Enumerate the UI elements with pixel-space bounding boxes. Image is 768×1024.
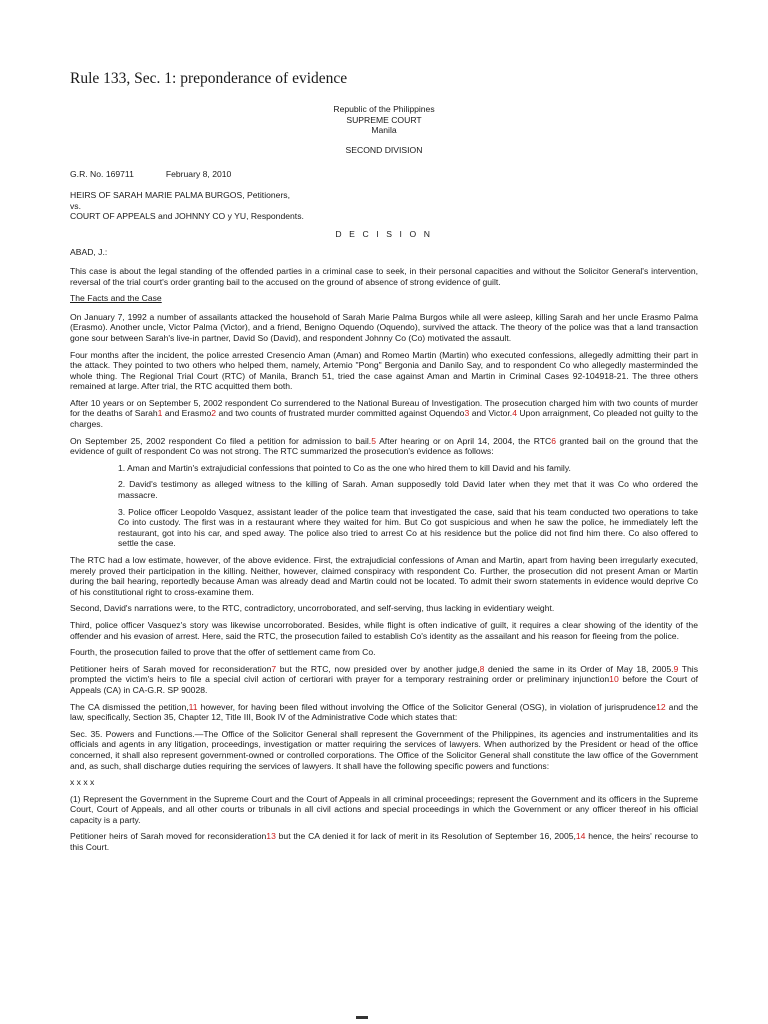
footnote-link[interactable]: 14	[575, 831, 586, 842]
facts-heading: The Facts and the Case	[70, 293, 162, 304]
petitioners: HEIRS OF SARAH MARIE PALMA BURGOS, Petitioners,	[70, 189, 290, 200]
paragraph-4-text: On September 25, 2002 respondent Co filed a petition for admission to bail.	[70, 435, 372, 446]
paragraph-4-text: granted bail on the ground that the evidence of guilt of respondent Co was not strong. The RTC summarized the prosecution's evidence as follows:	[70, 435, 698, 457]
paragraph-9-text: but the RTC, now presided over by another judge,	[276, 663, 480, 674]
case-number-row	[70, 169, 698, 180]
evidence-item-3: 3. Police officer Leopoldo Vasquez, assistant leader of the police team that investigated the case, said that his team conducted two operations to take Co into custody. The first was in a restaurant where they waited for him. But Co got suspicious and when he saw the police, he immediately left the restaurant, got into his car, and sped away. The police also tried to arrest Co at his residence but the police did not find him there. Co also offered to settle the case.	[118, 506, 698, 549]
paragraph-4	[70, 436, 698, 457]
paragraph-9-text: Petitioner heirs of Sarah moved for reconsideration	[70, 663, 272, 674]
footnote-link[interactable]: 11	[188, 701, 198, 712]
decision-heading: D E C I S I O N	[335, 228, 433, 239]
footnote-link[interactable]: 13	[266, 831, 276, 842]
paragraph-2: Four months after the incident, the police arrested Cresencio Aman (Aman) and Romeo Martin (Martin) who executed confessions, allegedly admitting their part in the attack. They pointed to two others who helped them, namely, Artemio "Pong" Bergonia and Danilo Say, and to respondent Co who allegedly masterminded the whole thing. The Regional Trial Court (RTC) of Manila, Branch 51, tried the case against Aman and Martin in Criminal Cases 92-104918-21. The three others remained at large. After trial, the RTC acquitted them both.	[70, 349, 698, 392]
division-line: SECOND DIVISION	[345, 144, 423, 155]
quoted-power-1: (1) Represent the Government in the Supreme Court and the Court of Appeals in all criminal proceedings; represent the Government and its officers in the Supreme Court, Court of Appeals, and all other courts or tribunals in all civil actions and special proceedings in which the Government or any officer thereof in his official capacity is a party.	[70, 793, 698, 825]
paragraph-10	[70, 702, 698, 723]
footnote-link[interactable]: 10	[609, 674, 619, 685]
respondents: COURT OF APPEALS and JOHNNY CO y YU, Respondents.	[70, 211, 304, 222]
paragraph-13	[70, 831, 698, 852]
intro-paragraph: This case is about the legal standing of the offended parties in a criminal case to seek, in their personal capacities and without the Solicitor General's intervention, reversal of the trial court's order granting bail to the accused on the ground of absence of strong evidence of guilt.	[70, 265, 698, 287]
paragraph-10-text: and the law, specifically, Section 35, Chapter 12, Title III, Book IV of the Administrative Code which states that:	[70, 701, 699, 723]
case-date: February 8, 2010	[165, 169, 232, 180]
paragraph-1: On January 7, 1992 a number of assailants attacked the household of Sarah Marie Palma Burgos while all were asleep, killing Sarah and her uncle Erasmo Palma (Erasmo). Another uncle, Victor Palma (Victor), and a friend, Benigno Oquendo (Oquendo), survived the attack. The theory of the police was that a land transaction gone sour between Sarah's live-in partner, David So (David), and respondent Johnny Co (Co) motivated the assault.	[70, 311, 698, 343]
facts-heading-row	[70, 293, 698, 304]
case-number: G.R. No. 169711	[70, 169, 134, 180]
paragraph-13-text: but the CA denied it for lack of merit in its Resolution of September 16, 2005,	[275, 831, 576, 842]
versus: vs.	[70, 200, 81, 211]
paragraph-3-text: and Erasmo	[162, 408, 212, 419]
paragraph-4-text: After hearing or on April 14, 2004, the RTC	[375, 435, 552, 446]
evidence-item-1: 1. Aman and Martin's extrajudicial confessions that pointed to Co as the one who hired them to kill David and his family.	[118, 462, 571, 473]
decision-text	[70, 104, 698, 859]
paragraph-6: Second, David's narrations were, to the RTC, contradictory, uncorroborated, and self-serving, thus lacking in evidentiary weight.	[70, 603, 555, 614]
paragraph-7: Third, police officer Vasquez's story was likewise uncorroborated. Besides, while flight is often indicative of guilt, it requires a clear showing of the identity of the offender and his evasion of arrest. Here, said the RTC, the prosecution failed to establish Co's identity as the assailant and his reason for fleeing from the police.	[70, 619, 698, 641]
court-header	[70, 104, 698, 155]
paragraph-3-text: and two counts of frustrated murder committed against Oquendo	[216, 408, 465, 419]
paragraph-8: Fourth, the prosecution failed to prove that the offer of settlement came from Co.	[70, 647, 376, 658]
footnote-link[interactable]: 1	[157, 408, 163, 419]
paragraph-13-text: hence, the heirs' recourse to this Court.	[70, 831, 698, 853]
ellipsis-marker: x x x x	[70, 777, 95, 788]
paragraph-3-text: and Victor.	[469, 408, 513, 419]
paragraph-10-text: The CA dismissed the petition,	[70, 701, 189, 712]
paragraph-3-text: After 10 years or on September 5, 2002 respondent Co surrendered to the National Bureau of Investigation. The prosecution charged him with two counts of murder for the deaths of Sarah	[70, 397, 698, 419]
footnote-link[interactable]: 7	[271, 663, 277, 674]
footnote-link[interactable]: 8	[479, 663, 485, 674]
paragraph-10-text: however, for having been filed without involving the Office of the Solicitor General (OSG), in violation of jurisprudence	[197, 701, 657, 712]
cutoff-text-fragment	[356, 1016, 368, 1019]
court-line: SUPREME COURT	[346, 114, 422, 125]
paragraph-13-text: Petitioner heirs of Sarah moved for reconsideration	[70, 831, 267, 842]
footnote-link[interactable]: 4	[512, 408, 517, 419]
page-title: Rule 133, Sec. 1: preponderance of evidence	[70, 70, 348, 87]
paragraph-3-text: Upon arraignment, Co pleaded not guilty to the charges.	[70, 408, 698, 430]
paragraph-9	[70, 664, 698, 696]
evidence-item-2: 2. David's testimony as alleged witness to the killing of Sarah. Aman supposedly told David later when they met that it was Co who ordered the massacre.	[118, 479, 698, 501]
footnote-link[interactable]: 3	[464, 408, 470, 419]
footnote-link[interactable]: 6	[551, 435, 556, 446]
paragraph-9-text: before the Court of Appeals (CA) in CA-G.R. SP 90028.	[70, 674, 699, 695]
footnote-link[interactable]: 12	[656, 701, 666, 712]
paragraph-9-text: denied the same in its Order of May 18, 2005.	[484, 663, 674, 674]
republic-line: Republic of the Philippines	[333, 104, 435, 114]
paragraph-9-text: This prompted the victim's heirs to file a special civil action of certiorari with prayer for a temporary restraining order or preliminary injunction	[70, 663, 698, 685]
quoted-section-35: Sec. 35. Powers and Functions.—The Office of the Solicitor General shall represent the Government of the Philippines, its agencies and instrumentalities and its officials and agents in any litigation, proceedings, investigation or matter requiring the services of lawyers. When authorized by the President or head of the office concerned, it shall also represent government-owned or controlled corporations. The Office of the Solicitor General shall constitute the law office of the Government and, as such, shall discharge duties requiring the services of lawyers. It shall have the following specific powers and functions:	[70, 728, 698, 771]
footnote-link[interactable]: 5	[371, 435, 376, 446]
city-line: Manila	[371, 125, 397, 136]
footnote-link[interactable]: 2	[211, 408, 217, 419]
paragraph-3	[70, 398, 698, 430]
ponente: ABAD, J.:	[70, 247, 108, 258]
footnote-link[interactable]: 9	[673, 663, 679, 674]
paragraph-5: The RTC had a low estimate, however, of the above evidence. First, the extrajudicial confessions of Aman and Martin, apart from having been irregularly executed, merely proved their participation in the killing. Neither, however, claimed conspiracy with respondent Co. Further, the prosecution did not present Aman or Martin during the bail hearing, reportedly because Aman was already dead and Martin could not be located. To admit their sworn statements in evidence would deprive Co of his constitutional right to cross-examine them.	[70, 555, 698, 597]
